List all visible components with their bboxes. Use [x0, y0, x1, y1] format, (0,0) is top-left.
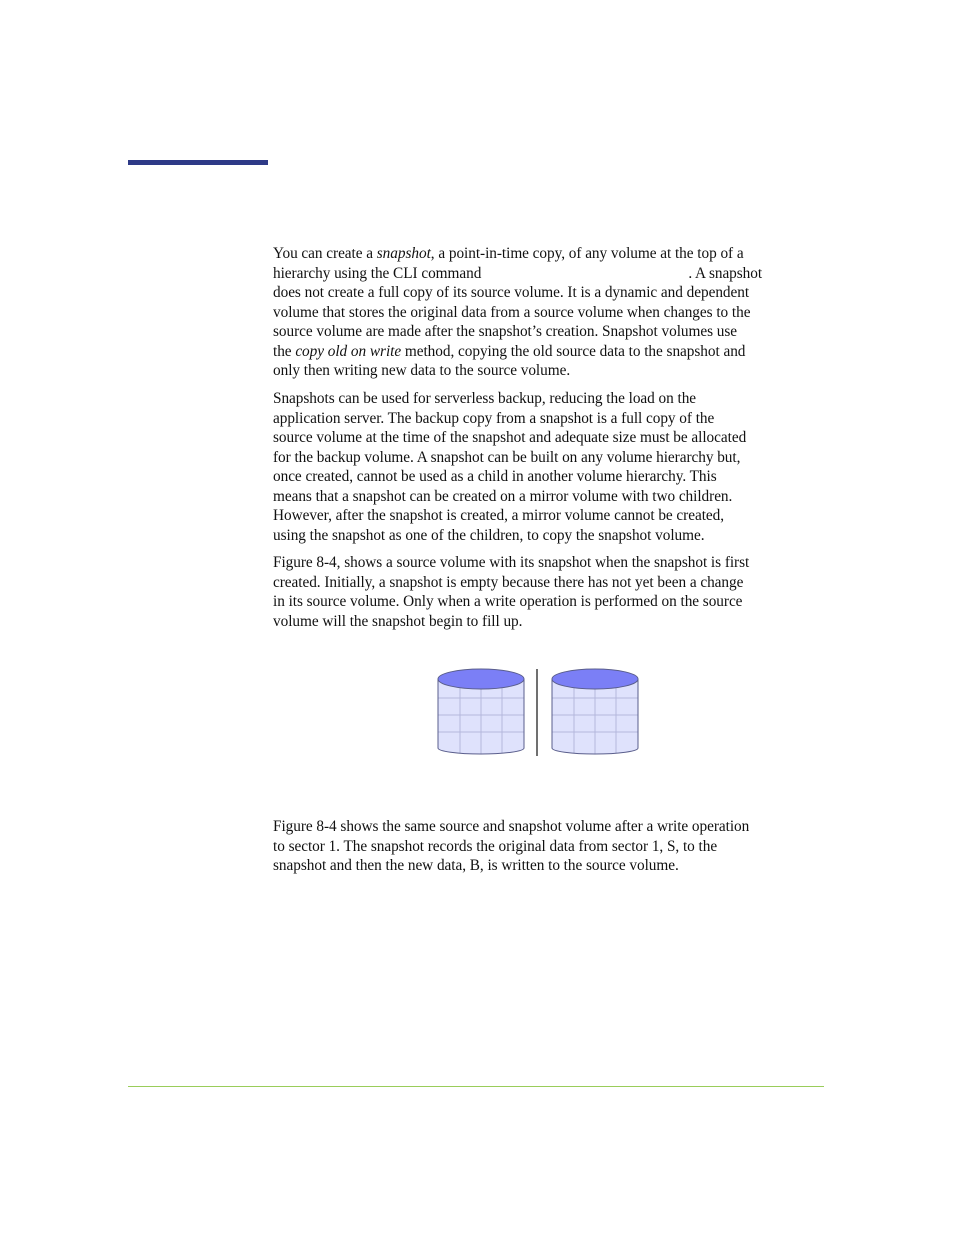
text-line: You can create a snapshot, a point-in-time copy, of any volume at the top of a [273, 245, 744, 262]
text-line: means that a snapshot can be created on a mirror volume with two children. [273, 487, 733, 505]
snapshot-intro-paragraph [273, 244, 825, 381]
text-line: application server. The backup copy from a snapshot is a full copy of the [273, 409, 715, 427]
text-line: snapshot and then the new data, B, is written to the source volume. [273, 857, 679, 874]
text-line: once created, cannot be used as a child in another volume hierarchy. This [273, 468, 717, 485]
footer-rule [128, 1086, 824, 1087]
text-line: volume will the snapshot begin to fill up. [273, 612, 523, 630]
text-line: Figure 8-4, shows a source volume with its snapshot when the snapshot is first [273, 554, 750, 571]
volumes-diagram [432, 664, 646, 760]
source-volume-cylinder-icon [438, 669, 524, 754]
text-line: created. Initially, a snapshot is empty because there has not yet been a change [273, 573, 744, 591]
text-line: Figure 8-4 shows the same source and snapshot volume after a write operation [273, 818, 750, 835]
text-line: only then writing new data to the source volume. [273, 362, 571, 379]
figure-intro-paragraph [273, 553, 825, 631]
serverless-backup-paragraph [273, 389, 825, 545]
text-line: However, after the snapshot is created, a mirror volume cannot be created, [273, 507, 725, 524]
text-line: Snapshots can be used for serverless backup, reducing the load on the [273, 390, 697, 407]
text-line: does not create a full copy of its source volume. It is a dynamic and dependent [273, 284, 750, 301]
text-line: source volume are made after the snapshot’s creation. Snapshot volumes use [273, 323, 737, 340]
text-line: to sector 1. The snapshot records the original data from sector 1, S, to the [273, 837, 718, 855]
write-operation-paragraph [273, 817, 825, 876]
text-line: using the snapshot as one of the children, to copy the snapshot volume. [273, 526, 705, 544]
snapshot-term: snapshot [376, 245, 431, 262]
text-line: the copy old on write method, copying the old source data to the snapshot and [273, 342, 746, 360]
text-line: volume that stores the original data from a source volume when changes to the [273, 303, 751, 321]
section-header-rule [128, 160, 268, 165]
copy-old-on-write-term: copy old on write [295, 342, 402, 360]
snapshot-figure [432, 664, 646, 760]
text-line: hierarchy using the CLI command . A snapshot [273, 264, 763, 282]
snapshot-volume-cylinder-icon [552, 669, 638, 754]
text-line: source volume at the time of the snapshot and adequate size must be allocated [273, 429, 747, 446]
text-line: in its source volume. Only when a write operation is performed on the source [273, 593, 743, 610]
text-line: for the backup volume. A snapshot can be built on any volume hierarchy but, [273, 448, 741, 466]
